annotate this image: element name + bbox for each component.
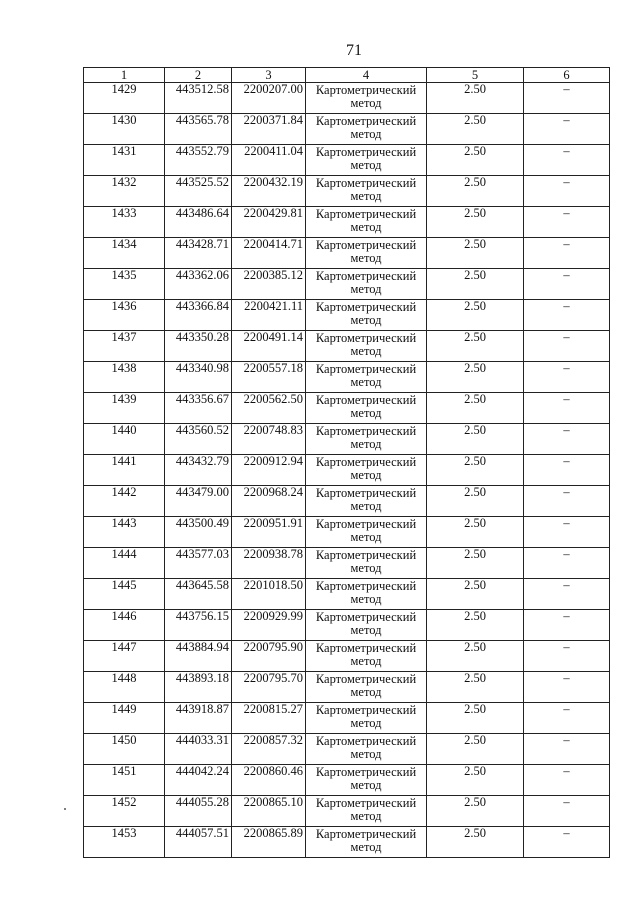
table-row — [84, 548, 610, 579]
accuracy-cell: 2.50 — [427, 362, 524, 393]
table-row — [84, 83, 610, 114]
table-row — [84, 424, 610, 455]
x-coordinate-cell: 443500.49 — [165, 517, 232, 548]
method-line: метод — [350, 282, 382, 296]
x-coordinate-cell: 443340.98 — [165, 362, 232, 393]
accuracy-cell: 2.50 — [427, 610, 524, 641]
table-row — [84, 300, 610, 331]
point-number-cell: 1440 — [84, 424, 165, 455]
x-coordinate-cell: 443350.28 — [165, 331, 232, 362]
method-line: метод — [350, 313, 382, 327]
method-line: метод — [350, 468, 382, 482]
table-row — [84, 269, 610, 300]
table-row — [84, 703, 610, 734]
table-row — [84, 827, 610, 858]
table-row — [84, 579, 610, 610]
table-row — [84, 796, 610, 827]
method-line: метод — [350, 623, 382, 637]
method-cell — [306, 331, 427, 362]
note-cell: – — [524, 703, 610, 734]
point-number-cell: 1443 — [84, 517, 165, 548]
method-cell — [306, 610, 427, 641]
x-coordinate-cell: 443525.52 — [165, 176, 232, 207]
table-row — [84, 331, 610, 362]
y-coordinate-cell: 2200912.94 — [232, 455, 306, 486]
method-cell — [306, 765, 427, 796]
method-cell — [306, 83, 427, 114]
coordinate-table — [83, 67, 610, 858]
accuracy-cell: 2.50 — [427, 331, 524, 362]
note-cell: – — [524, 796, 610, 827]
table-header — [84, 68, 610, 83]
table-header-row — [84, 68, 610, 83]
y-coordinate-cell: 2200968.24 — [232, 486, 306, 517]
y-coordinate-cell: 2200748.83 — [232, 424, 306, 455]
y-coordinate-cell: 2200421.11 — [232, 300, 306, 331]
accuracy-cell: 2.50 — [427, 393, 524, 424]
y-coordinate-cell: 2200815.27 — [232, 703, 306, 734]
x-coordinate-cell: 443432.79 — [165, 455, 232, 486]
method-cell — [306, 393, 427, 424]
x-coordinate-cell: 443577.03 — [165, 548, 232, 579]
method-line: метод — [350, 127, 382, 141]
x-coordinate-cell: 443356.67 — [165, 393, 232, 424]
accuracy-cell: 2.50 — [427, 796, 524, 827]
table-body — [84, 83, 610, 858]
accuracy-cell: 2.50 — [427, 176, 524, 207]
accuracy-cell: 2.50 — [427, 734, 524, 765]
note-cell: – — [524, 114, 610, 145]
note-cell: – — [524, 145, 610, 176]
method-line: Картометрический — [315, 145, 417, 159]
page-number: 71 — [346, 42, 362, 59]
y-coordinate-cell: 2200491.14 — [232, 331, 306, 362]
method-line: Картометрический — [315, 238, 417, 252]
x-coordinate-cell: 443428.71 — [165, 238, 232, 269]
y-coordinate-cell: 2200938.78 — [232, 548, 306, 579]
method-line: метод — [350, 96, 382, 110]
method-line: Картометрический — [315, 734, 417, 748]
point-number-cell: 1445 — [84, 579, 165, 610]
method-line: Картометрический — [315, 362, 417, 376]
method-cell — [306, 517, 427, 548]
method-cell — [306, 703, 427, 734]
y-coordinate-cell: 2200795.70 — [232, 672, 306, 703]
y-coordinate-cell: 2200865.89 — [232, 827, 306, 858]
scan-speck — [64, 808, 66, 810]
method-line: метод — [350, 220, 382, 234]
x-coordinate-cell: 443756.15 — [165, 610, 232, 641]
accuracy-cell: 2.50 — [427, 486, 524, 517]
y-coordinate-cell: 2200432.19 — [232, 176, 306, 207]
method-cell — [306, 486, 427, 517]
method-cell — [306, 424, 427, 455]
method-line: метод — [350, 685, 382, 699]
method-line: метод — [350, 406, 382, 420]
method-line: Картометрический — [315, 765, 417, 779]
method-line: Картометрический — [315, 83, 417, 97]
table-row — [84, 207, 610, 238]
column-header-2: 2 — [165, 68, 232, 83]
point-number-cell: 1441 — [84, 455, 165, 486]
method-line: Картометрический — [315, 672, 417, 686]
note-cell: – — [524, 269, 610, 300]
y-coordinate-cell: 2200385.12 — [232, 269, 306, 300]
note-cell: – — [524, 238, 610, 269]
note-cell: – — [524, 176, 610, 207]
point-number-cell: 1453 — [84, 827, 165, 858]
method-line: метод — [350, 375, 382, 389]
x-coordinate-cell: 444033.31 — [165, 734, 232, 765]
point-number-cell: 1438 — [84, 362, 165, 393]
point-number-cell: 1442 — [84, 486, 165, 517]
table-row — [84, 362, 610, 393]
table-row — [84, 455, 610, 486]
column-header-5: 5 — [427, 68, 524, 83]
accuracy-cell: 2.50 — [427, 207, 524, 238]
y-coordinate-cell: 2200857.32 — [232, 734, 306, 765]
method-cell — [306, 114, 427, 145]
method-cell — [306, 176, 427, 207]
table-row — [84, 734, 610, 765]
method-line: метод — [350, 344, 382, 358]
method-cell — [306, 734, 427, 765]
accuracy-cell: 2.50 — [427, 517, 524, 548]
method-line: Картометрический — [315, 207, 417, 221]
note-cell: – — [524, 579, 610, 610]
y-coordinate-cell: 2200207.00 — [232, 83, 306, 114]
method-cell — [306, 362, 427, 393]
accuracy-cell: 2.50 — [427, 703, 524, 734]
accuracy-cell: 2.50 — [427, 238, 524, 269]
method-line: метод — [350, 747, 382, 761]
y-coordinate-cell: 2200951.91 — [232, 517, 306, 548]
accuracy-cell: 2.50 — [427, 827, 524, 858]
y-coordinate-cell: 2200411.04 — [232, 145, 306, 176]
note-cell: – — [524, 331, 610, 362]
point-number-cell: 1437 — [84, 331, 165, 362]
note-cell: – — [524, 827, 610, 858]
method-line: метод — [350, 530, 382, 544]
method-line: метод — [350, 716, 382, 730]
y-coordinate-cell: 2200795.90 — [232, 641, 306, 672]
method-line: Картометрический — [315, 486, 417, 500]
x-coordinate-cell: 444055.28 — [165, 796, 232, 827]
table-row — [84, 176, 610, 207]
x-coordinate-cell: 443479.00 — [165, 486, 232, 517]
method-cell — [306, 238, 427, 269]
x-coordinate-cell: 443552.79 — [165, 145, 232, 176]
point-number-cell: 1446 — [84, 610, 165, 641]
accuracy-cell: 2.50 — [427, 424, 524, 455]
note-cell: – — [524, 765, 610, 796]
point-number-cell: 1448 — [84, 672, 165, 703]
method-line: Картометрический — [315, 393, 417, 407]
method-cell — [306, 455, 427, 486]
method-line: метод — [350, 840, 382, 854]
method-line: метод — [350, 654, 382, 668]
method-line: Картометрический — [315, 796, 417, 810]
x-coordinate-cell: 443565.78 — [165, 114, 232, 145]
point-number-cell: 1429 — [84, 83, 165, 114]
method-cell — [306, 269, 427, 300]
y-coordinate-cell: 2200429.81 — [232, 207, 306, 238]
point-number-cell: 1434 — [84, 238, 165, 269]
method-cell — [306, 145, 427, 176]
x-coordinate-cell: 444042.24 — [165, 765, 232, 796]
method-line: метод — [350, 158, 382, 172]
column-header-1: 1 — [84, 68, 165, 83]
accuracy-cell: 2.50 — [427, 765, 524, 796]
method-line: Картометрический — [315, 548, 417, 562]
y-coordinate-cell: 2200865.10 — [232, 796, 306, 827]
x-coordinate-cell: 443918.87 — [165, 703, 232, 734]
accuracy-cell: 2.50 — [427, 83, 524, 114]
method-line: метод — [350, 778, 382, 792]
accuracy-cell: 2.50 — [427, 114, 524, 145]
method-line: Картометрический — [315, 331, 417, 345]
method-cell — [306, 672, 427, 703]
method-line: Картометрический — [315, 455, 417, 469]
y-coordinate-cell: 2200371.84 — [232, 114, 306, 145]
table-row — [84, 765, 610, 796]
x-coordinate-cell: 444057.51 — [165, 827, 232, 858]
method-line: Картометрический — [315, 703, 417, 717]
method-line: метод — [350, 592, 382, 606]
method-cell — [306, 207, 427, 238]
point-number-cell: 1435 — [84, 269, 165, 300]
note-cell: – — [524, 672, 610, 703]
table-row — [84, 641, 610, 672]
accuracy-cell: 2.50 — [427, 269, 524, 300]
method-line: метод — [350, 251, 382, 265]
point-number-cell: 1430 — [84, 114, 165, 145]
y-coordinate-cell: 2200562.50 — [232, 393, 306, 424]
method-line: Картометрический — [315, 300, 417, 314]
point-number-cell: 1444 — [84, 548, 165, 579]
method-line: метод — [350, 499, 382, 513]
y-coordinate-cell: 2200414.71 — [232, 238, 306, 269]
note-cell: – — [524, 207, 610, 238]
point-number-cell: 1436 — [84, 300, 165, 331]
method-line: Картометрический — [315, 114, 417, 128]
accuracy-cell: 2.50 — [427, 641, 524, 672]
method-line: Картометрический — [315, 517, 417, 531]
x-coordinate-cell: 443486.64 — [165, 207, 232, 238]
column-header-6: 6 — [524, 68, 610, 83]
method-line: метод — [350, 809, 382, 823]
note-cell: – — [524, 455, 610, 486]
point-number-cell: 1439 — [84, 393, 165, 424]
point-number-cell: 1433 — [84, 207, 165, 238]
method-cell — [306, 548, 427, 579]
table-row — [84, 610, 610, 641]
x-coordinate-cell: 443884.94 — [165, 641, 232, 672]
accuracy-cell: 2.50 — [427, 300, 524, 331]
table-row — [84, 145, 610, 176]
point-number-cell: 1449 — [84, 703, 165, 734]
point-number-cell: 1452 — [84, 796, 165, 827]
method-cell — [306, 300, 427, 331]
note-cell: – — [524, 486, 610, 517]
note-cell: – — [524, 300, 610, 331]
method-line: Картометрический — [315, 641, 417, 655]
table-row — [84, 486, 610, 517]
y-coordinate-cell: 2200557.18 — [232, 362, 306, 393]
method-cell — [306, 827, 427, 858]
x-coordinate-cell: 443560.52 — [165, 424, 232, 455]
note-cell: – — [524, 548, 610, 579]
column-header-3: 3 — [232, 68, 306, 83]
coordinate-table-container — [83, 67, 610, 858]
x-coordinate-cell: 443645.58 — [165, 579, 232, 610]
point-number-cell: 1432 — [84, 176, 165, 207]
note-cell: – — [524, 610, 610, 641]
method-line: Картометрический — [315, 610, 417, 624]
note-cell: – — [524, 362, 610, 393]
accuracy-cell: 2.50 — [427, 672, 524, 703]
x-coordinate-cell: 443512.58 — [165, 83, 232, 114]
method-line: метод — [350, 189, 382, 203]
method-cell — [306, 641, 427, 672]
method-line: Картометрический — [315, 424, 417, 438]
method-cell — [306, 579, 427, 610]
note-cell: – — [524, 83, 610, 114]
method-line: Картометрический — [315, 176, 417, 190]
point-number-cell: 1447 — [84, 641, 165, 672]
y-coordinate-cell: 2200929.99 — [232, 610, 306, 641]
method-line: метод — [350, 561, 382, 575]
note-cell: – — [524, 393, 610, 424]
note-cell: – — [524, 641, 610, 672]
method-line: метод — [350, 437, 382, 451]
table-row — [84, 238, 610, 269]
method-cell — [306, 796, 427, 827]
note-cell: – — [524, 734, 610, 765]
point-number-cell: 1431 — [84, 145, 165, 176]
method-line: Картометрический — [315, 827, 417, 841]
method-line: Картометрический — [315, 579, 417, 593]
x-coordinate-cell: 443366.84 — [165, 300, 232, 331]
accuracy-cell: 2.50 — [427, 548, 524, 579]
table-row — [84, 114, 610, 145]
accuracy-cell: 2.50 — [427, 579, 524, 610]
note-cell: – — [524, 424, 610, 455]
x-coordinate-cell: 443362.06 — [165, 269, 232, 300]
method-line: Картометрический — [315, 269, 417, 283]
note-cell: – — [524, 517, 610, 548]
point-number-cell: 1451 — [84, 765, 165, 796]
table-row — [84, 393, 610, 424]
table-row — [84, 517, 610, 548]
x-coordinate-cell: 443893.18 — [165, 672, 232, 703]
point-number-cell: 1450 — [84, 734, 165, 765]
accuracy-cell: 2.50 — [427, 455, 524, 486]
table-row — [84, 672, 610, 703]
y-coordinate-cell: 2201018.50 — [232, 579, 306, 610]
column-header-4: 4 — [306, 68, 427, 83]
y-coordinate-cell: 2200860.46 — [232, 765, 306, 796]
accuracy-cell: 2.50 — [427, 145, 524, 176]
